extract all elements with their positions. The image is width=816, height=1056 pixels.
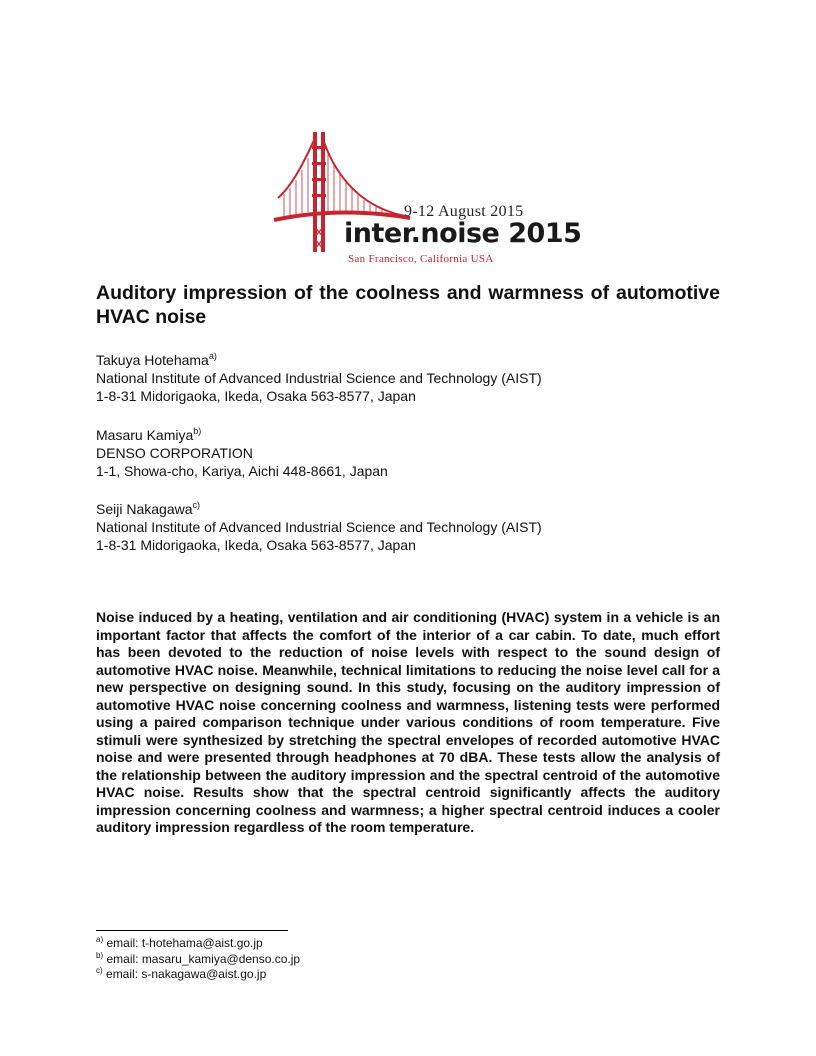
abstract: Noise induced by a heating, ventilation and air conditioning (HVAC) system in a vehicle is an important factor that affects the comfort of the interior of a car cabin. To date, much effort has been devoted to the reduction of noise levels with respect to the sound design of automotive HVAC noise. Meanwhile, technical limitations to reducing the noise level call for a new perspective on designing sound. In this study, focusing on the auditory impression of automotive HVAC noise concerning coolness and warmness, listening tests were performed using a paired comparison technique under various conditions of room temperature. Five stimuli were synthesized by stretching the spectral envelopes of recorded automotive HVAC noise and were presented through headphones at 70 dBA. These tests allow the analysis of the relationship between the auditory impression and the spectral centroid of the automotive HVAC noise. Results show that the spectral centroid significantly affects the auditory impression concerning coolness and warmness; a higher spectral centroid induces a cooler auditory impression regardless of the room temperature.: [96, 609, 720, 835]
conference-location: San Francisco, California USA: [348, 253, 494, 265]
author-affiliation: National Institute of Advanced Industrial Science and Technology (AIST): [96, 370, 542, 386]
author-name: Seiji Nakagawa$^{c)}$: [96, 500, 200, 517]
author-name: Takuya Hotehama$^{a)}$: [96, 351, 217, 368]
footnote: $^{a)}$ email: t-hotehama@aist.go.jp: [96, 935, 263, 950]
author-block: [96, 500, 716, 554]
author-address: 1-1, Showa-cho, Kariya, Aichi 448-8661, Japan: [96, 463, 388, 479]
conference-logo: [270, 128, 582, 268]
author-address: 1-8-31 Midorigaoka, Ikeda, Osaka 563-8577, Japan: [96, 537, 416, 553]
author-name: Masaru Kamiya$^{b)}$: [96, 426, 202, 443]
author-affiliation: National Institute of Advanced Industrial Science and Technology (AIST): [96, 519, 542, 535]
author-affiliation: DENSO CORPORATION: [96, 445, 253, 461]
footnote-mark: c): [192, 500, 200, 510]
footnote: $^{c)}$ email: s-nakagawa@aist.go.jp: [96, 966, 267, 981]
conference-name: inter.noise 2015: [344, 218, 582, 249]
footnote-mark: b): [193, 426, 202, 436]
footnote-divider: [96, 930, 288, 931]
footnote-mark: a): [208, 351, 217, 361]
paper-title: Auditory impression of the coolness and warmness of automotive HVAC noise: [96, 282, 720, 328]
author-address: 1-8-31 Midorigaoka, Ikeda, Osaka 563-8577, Japan: [96, 388, 416, 404]
author-block: [96, 426, 716, 480]
footnote: $^{b)}$ email: masaru_kamiya@denso.co.jp: [96, 950, 301, 966]
footnotes: [96, 936, 300, 983]
conference-date: 9-12 August 2015: [404, 203, 524, 220]
author-block: [96, 351, 716, 405]
